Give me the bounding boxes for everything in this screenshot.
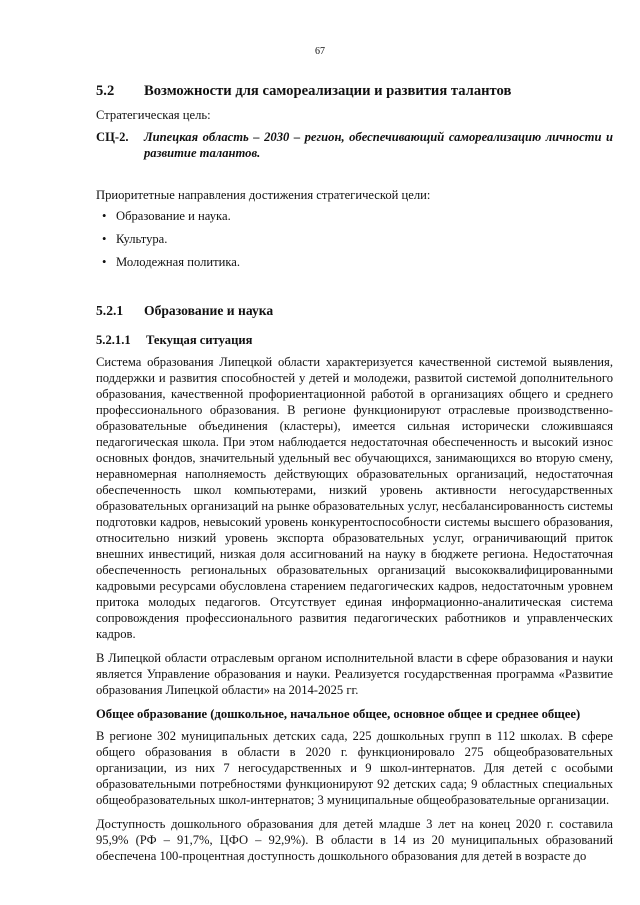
priority-label: Образование и наука.: [116, 209, 231, 223]
subsubsection-number: 5.2.1.1: [96, 333, 131, 347]
paragraph: Система образования Липецкой области характеризуется качественной системой выявления, поддержки и развития способностей у детей и молодежи, развитой системой дополнительного образования, качественной профориентационной работой в организациях общего и среднего профессионального образования. В регионе функционируют отраслевые производственно-образовательные объединения (кластеры), имеется сильная исторически сложившаяся педагогическая школа. При этом наблюдается недостаточная обеспеченность и высокий износ основных фондов, значительный удельный вес обучающихся, занимающихся во вторую смену, неравномерная наполняемость действующих образовательных организаций, недостаточная обеспеченность школ компьютерами, низкий уровень активности негосударственных образовательных организаций на рынке образовательных услуг, несбалансированность системы подготовки кадров, невысокий уровень конкурентоспособности системы высшего образования, относительно низкий уровень экспорта образовательных услуг, ограничивающий приток внешних инвестиций, низкая доля ассигнований на науку в бюджете региона. Недостаточная обеспеченность региональных образовательных организаций высококвалифицированными кадровыми ресурсами обусловлена старением педагогических кадров, недостаточным уровнем притока молодых педагогов. Отсутствует единая информационно-аналитическая система сопровождения профессионального развития педагогических работников и управленческих кадров.: [96, 355, 613, 641]
list-item: [96, 232, 613, 247]
bullet-icon: •: [102, 232, 107, 246]
paragraph: В Липецкой области отраслевым органом исполнительной власти в сфере образования и науки является Управление образования и науки. Реализуется государственная программа «Развитие образования Липецкой области» на 2014-2025 гг.: [96, 651, 613, 697]
subsection-number: 5.2.1: [96, 303, 124, 318]
page-content: [96, 82, 613, 872]
paragraph: В регионе 302 муниципальных детских сада, 225 дошкольных групп в 112 школах. В сфере общего образования в области в 2020 г. функционировало 275 общеобразовательных организации, из них 7 негосударственных и 9 школ-интернатов. Для детей с особыми образовательными потребностями функционируют 92 детских сада; 9 областных специальных общеобразовательных школ-интернатов; 3 муниципальные общеобразовательные организации.: [96, 729, 613, 807]
subsubsection-title: Текущая ситуация: [146, 333, 253, 347]
subsection-title: Образование и наука: [144, 303, 274, 318]
strategic-goal: [96, 129, 613, 161]
paragraph: Доступность дошкольного образования для детей младше 3 лет на конец 2020 г. составила 95,9% (РФ – 91,7%, ЦФО – 92,9%). В области в 14 из 20 муниципальных образований обеспечена 100-процентная доступность дошкольного образования для детей в возрасте до: [96, 817, 613, 863]
priorities-intro: Приоритетные направления достижения стратегической цели:: [96, 188, 431, 202]
general-education-heading: Общее образование (дошкольное, начальное общее, основное общее и среднее общее): [96, 707, 581, 721]
list-item: [96, 255, 613, 270]
list-item: [96, 209, 613, 224]
page-number: 67: [315, 46, 325, 57]
section-title: Возможности для самореализации и развития талантов: [144, 83, 512, 99]
goal-code: СЦ-2.: [96, 130, 129, 144]
section-heading: [96, 82, 613, 100]
strategic-goal-label: Стратегическая цель:: [96, 108, 211, 122]
bullet-icon: •: [102, 255, 107, 269]
bullet-icon: •: [102, 209, 107, 223]
priority-label: Культура.: [116, 232, 168, 246]
priority-label: Молодежная политика.: [116, 255, 241, 269]
goal-text: Липецкая область – 2030 – регион, обеспечивающий самореализацию личности и развитие талантов.: [144, 130, 613, 160]
priorities-list: [96, 209, 613, 270]
subsubsection-heading: [96, 332, 613, 348]
section-number: 5.2: [96, 83, 115, 99]
subsection-heading: [96, 303, 613, 319]
